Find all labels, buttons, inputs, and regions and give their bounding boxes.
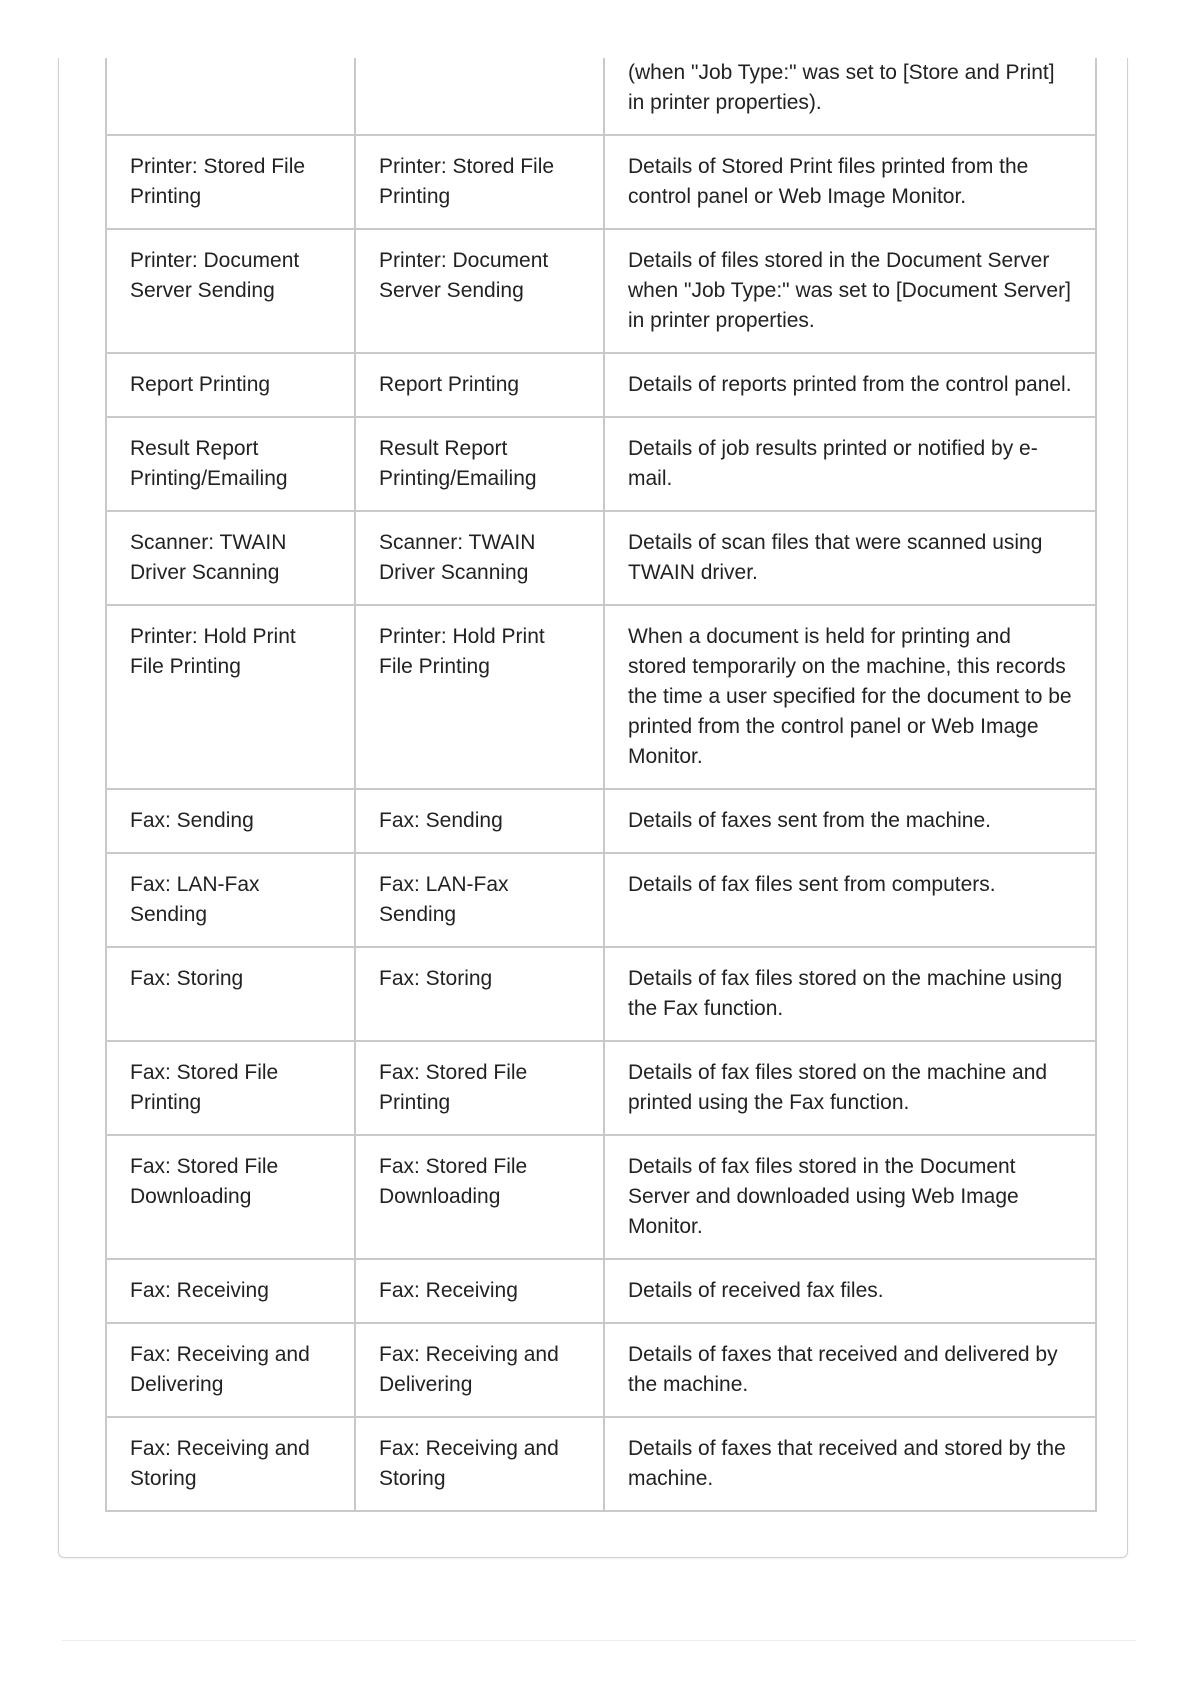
table-row xyxy=(106,1417,1096,1511)
log-item-cell: Printer: Stored File Printing xyxy=(355,135,604,229)
job-type-cell xyxy=(106,58,355,135)
log-item-cell: Fax: Sending xyxy=(355,789,604,853)
table-row xyxy=(106,1135,1096,1259)
job-type-cell: Fax: Receiving and Delivering xyxy=(106,1323,355,1417)
log-item-cell: Result Report Printing/Emailing xyxy=(355,417,604,511)
table-row xyxy=(106,511,1096,605)
log-item-cell: Fax: LAN-Fax Sending xyxy=(355,853,604,947)
log-item-cell: Printer: Hold Print File Printing xyxy=(355,605,604,789)
log-item-cell: Fax: Receiving xyxy=(355,1259,604,1323)
job-type-cell: Fax: Stored File Downloading xyxy=(106,1135,355,1259)
description-cell: Details of fax files stored in the Document Server and downloaded using Web Image Monitor. xyxy=(604,1135,1096,1259)
job-type-cell: Fax: Receiving and Storing xyxy=(106,1417,355,1511)
description-cell: When a document is held for printing and stored temporarily on the machine, this records the time a user specified for the document to be printed from the control panel or Web Image Monitor. xyxy=(604,605,1096,789)
job-type-cell: Fax: Receiving xyxy=(106,1259,355,1323)
table-row xyxy=(106,229,1096,353)
log-item-cell: Fax: Receiving and Delivering xyxy=(355,1323,604,1417)
job-log-table xyxy=(105,58,1097,1512)
description-cell: Details of received fax files. xyxy=(604,1259,1096,1323)
job-type-cell: Result Report Printing/Emailing xyxy=(106,417,355,511)
table-row xyxy=(106,1041,1096,1135)
log-item-cell: Printer: Document Server Sending xyxy=(355,229,604,353)
description-cell: Details of reports printed from the control panel. xyxy=(604,353,1096,417)
table-row xyxy=(106,605,1096,789)
description-cell: Details of faxes that received and delivered by the machine. xyxy=(604,1323,1096,1417)
table-row xyxy=(106,135,1096,229)
table-row xyxy=(106,417,1096,511)
table-row xyxy=(106,853,1096,947)
log-item-cell: Scanner: TWAIN Driver Scanning xyxy=(355,511,604,605)
table-row xyxy=(106,1323,1096,1417)
description-cell: Details of fax files stored on the machine and printed using the Fax function. xyxy=(604,1041,1096,1135)
job-type-cell: Printer: Stored File Printing xyxy=(106,135,355,229)
job-type-cell: Printer: Document Server Sending xyxy=(106,229,355,353)
log-item-cell: Fax: Storing xyxy=(355,947,604,1041)
job-type-cell: Fax: Storing xyxy=(106,947,355,1041)
log-item-cell: Report Printing xyxy=(355,353,604,417)
job-type-cell: Fax: Sending xyxy=(106,789,355,853)
job-type-cell: Fax: Stored File Printing xyxy=(106,1041,355,1135)
table-row xyxy=(106,789,1096,853)
footer-divider xyxy=(62,1640,1136,1641)
job-type-cell: Fax: LAN-Fax Sending xyxy=(106,853,355,947)
description-cell: Details of files stored in the Document Server when "Job Type:" was set to [Document Server] in printer properties. xyxy=(604,229,1096,353)
description-cell: Details of faxes sent from the machine. xyxy=(604,789,1096,853)
description-cell: Details of scan files that were scanned using TWAIN driver. xyxy=(604,511,1096,605)
description-cell: Details of job results printed or notified by e-mail. xyxy=(604,417,1096,511)
log-item-cell: Fax: Stored File Printing xyxy=(355,1041,604,1135)
log-item-cell: Fax: Stored File Downloading xyxy=(355,1135,604,1259)
description-cell: Details of faxes that received and stored by the machine. xyxy=(604,1417,1096,1511)
table-row xyxy=(106,58,1096,135)
description-cell: Details of fax files stored on the machine using the Fax function. xyxy=(604,947,1096,1041)
log-item-cell: Fax: Receiving and Storing xyxy=(355,1417,604,1511)
table-row xyxy=(106,1259,1096,1323)
job-log-table-body xyxy=(106,58,1096,1511)
job-type-cell: Report Printing xyxy=(106,353,355,417)
table-row xyxy=(106,947,1096,1041)
job-type-cell: Scanner: TWAIN Driver Scanning xyxy=(106,511,355,605)
table-row xyxy=(106,353,1096,417)
log-item-cell xyxy=(355,58,604,135)
description-cell: Details of fax files sent from computers. xyxy=(604,853,1096,947)
description-cell: (when "Job Type:" was set to [Store and Print] in printer properties). xyxy=(604,58,1096,135)
job-type-cell: Printer: Hold Print File Printing xyxy=(106,605,355,789)
description-cell: Details of Stored Print files printed from the control panel or Web Image Monitor. xyxy=(604,135,1096,229)
